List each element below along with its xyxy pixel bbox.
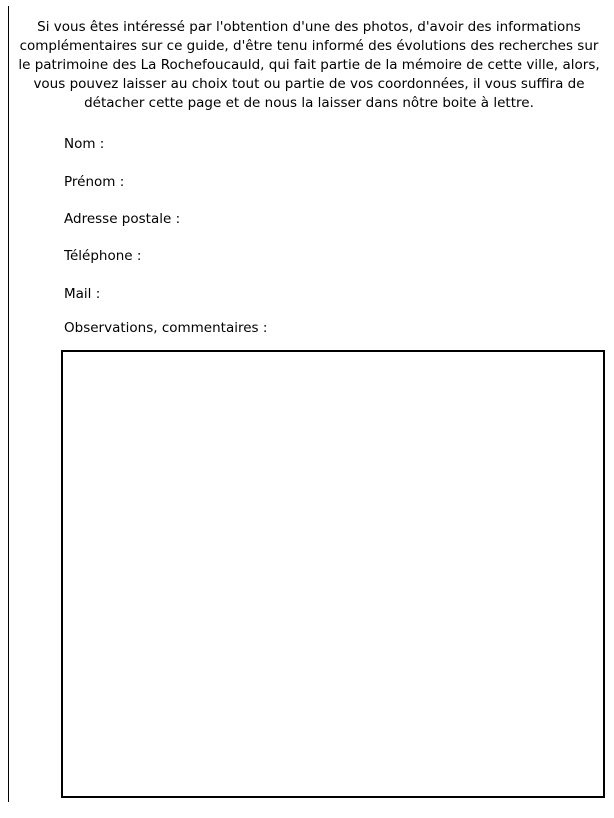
adresse-postale-label: Adresse postale : bbox=[64, 211, 181, 227]
telephone-label: Téléphone : bbox=[64, 248, 142, 264]
prenom-label: Prénom : bbox=[64, 174, 125, 190]
observations-label: Observations, commentaires : bbox=[64, 320, 268, 336]
left-margin-rule bbox=[8, 6, 9, 802]
observations-box bbox=[61, 350, 605, 798]
nom-label: Nom : bbox=[64, 136, 105, 152]
intro-paragraph: Si vous êtes intéressé par l'obtention d'une des photos, d'avoir des informations complémentaires sur ce guide, d'être tenu informé des évolutions des recherches sur le patrimoine des La Rochefoucauld, qui fait partie de la mémoire de cette ville, alors, vous pouvez laisser au choix tout ou partie de vos coordonnées, il vous suffira de détacher cette page et de nous la laisser dans nôtre boite à lettre. bbox=[18, 19, 600, 111]
mail-label: Mail : bbox=[64, 286, 101, 302]
